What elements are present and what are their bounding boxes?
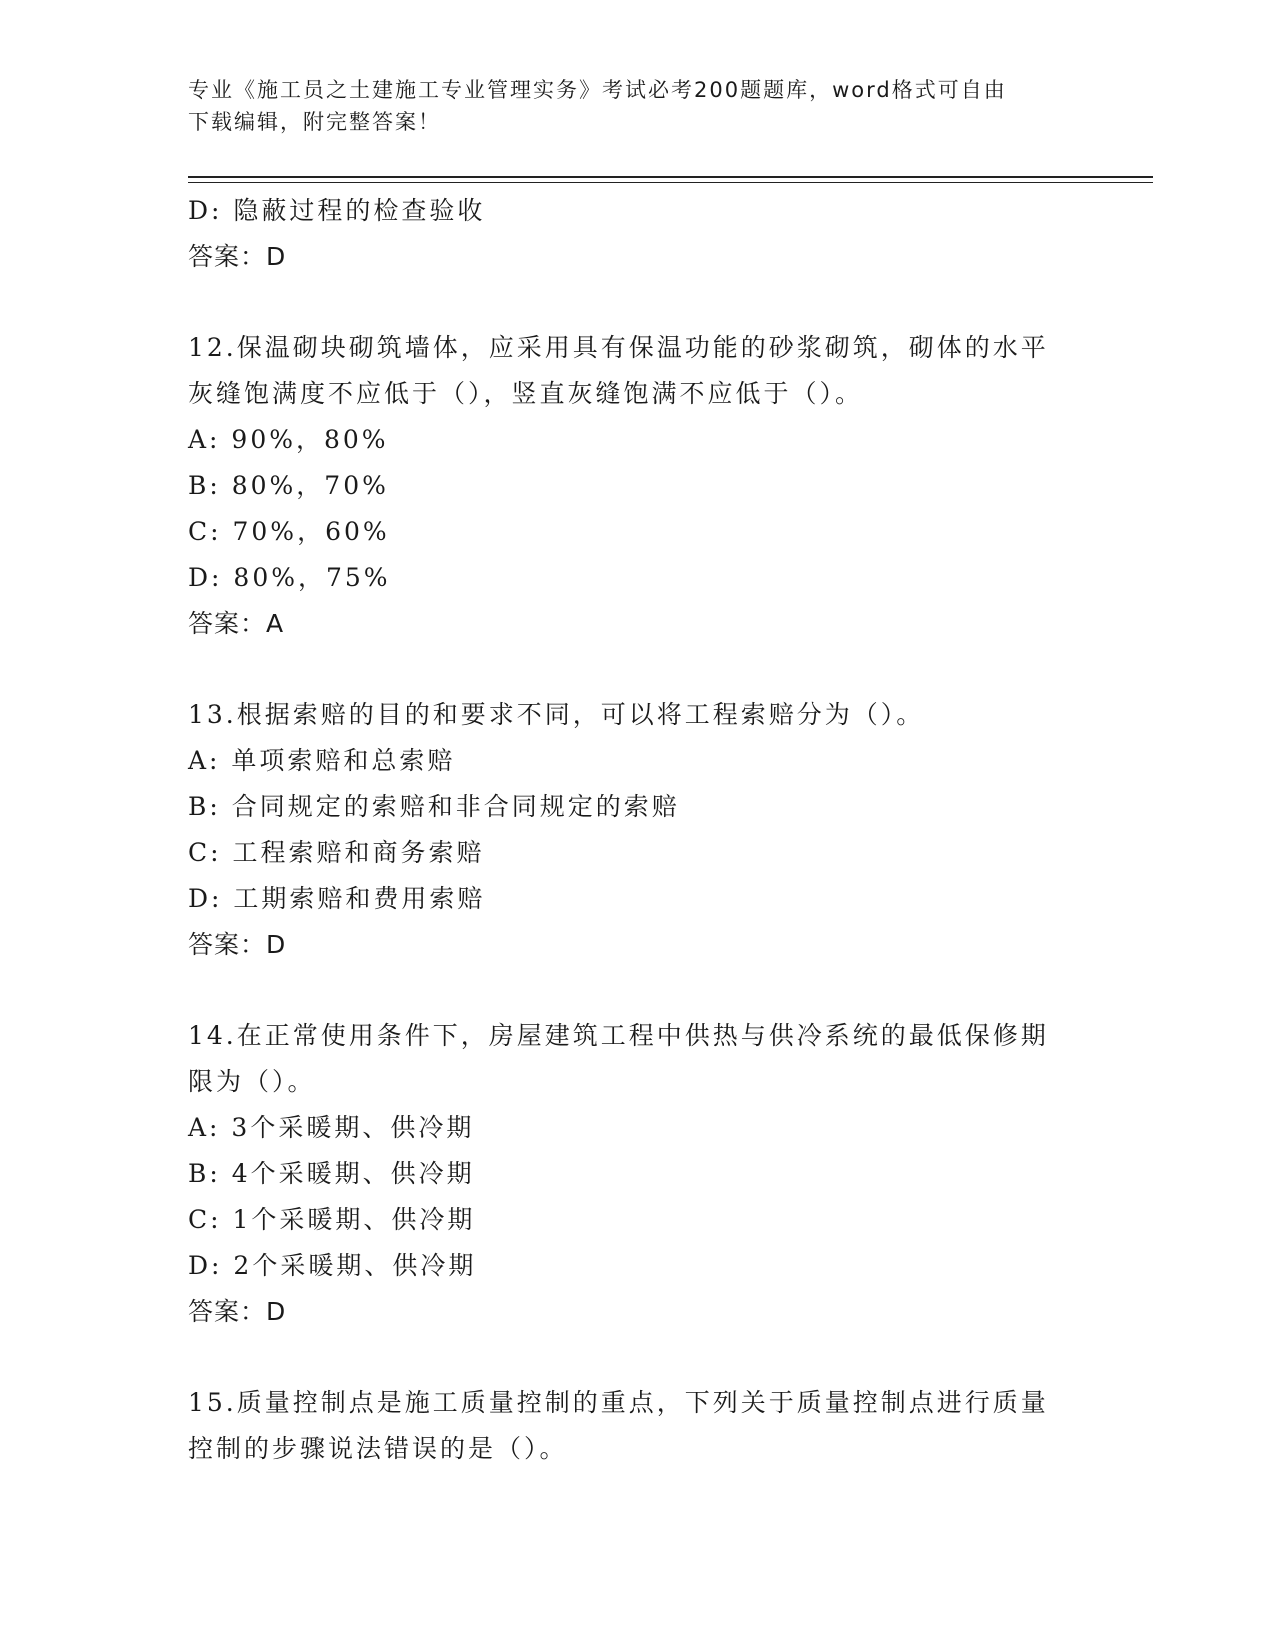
header-rule-thin — [188, 182, 1153, 183]
question-text-line: 13.根据索赔的目的和要求不同，可以将工程索赔分为（）。 — [188, 700, 925, 729]
option-a: A: 90%，80% — [188, 425, 389, 454]
question-text-line: 控制的步骤说法错误的是（）。 — [188, 1434, 568, 1463]
question-text-line: 14.在正常使用条件下，房屋建筑工程中供热与供冷系统的最低保修期 — [188, 1021, 1049, 1050]
option-d: D: 隐蔽过程的检查验收 — [188, 196, 486, 225]
option-b: B: 合同规定的索赔和非合同规定的索赔 — [188, 792, 680, 821]
question-13 — [188, 692, 1088, 968]
question-11-tail — [188, 188, 1088, 280]
question-15 — [188, 1380, 1088, 1472]
answer-line: 答案：D — [188, 1297, 287, 1326]
question-text-line: 灰缝饱满度不应低于（），竖直灰缝饱满不应低于（）。 — [188, 379, 864, 408]
header-rule-thick — [188, 176, 1153, 178]
option-c: C: 70%，60% — [188, 517, 390, 546]
option-c: C: 工程索赔和商务索赔 — [188, 838, 485, 867]
question-14 — [188, 1013, 1088, 1335]
option-a: A: 单项索赔和总索赔 — [188, 746, 456, 775]
header-line-2: 下载编辑，附完整答案！ — [188, 110, 441, 134]
option-d: D: 80%，75% — [188, 563, 391, 592]
answer-line: 答案：A — [188, 609, 285, 638]
question-12 — [188, 325, 1088, 647]
option-d: D: 2个采暖期、供冷期 — [188, 1251, 477, 1280]
header-line-1: 专业《施工员之土建施工专业管理实务》考试必考200题题库，word格式可自由 — [188, 78, 1007, 102]
option-c: C: 1个采暖期、供冷期 — [188, 1205, 476, 1234]
option-d: D: 工期索赔和费用索赔 — [188, 884, 486, 913]
option-b: B: 80%，70% — [188, 471, 389, 500]
option-b: B: 4个采暖期、供冷期 — [188, 1159, 475, 1188]
option-a: A: 3个采暖期、供冷期 — [188, 1113, 475, 1142]
question-text-line: 12.保温砌块砌筑墙体，应采用具有保温功能的砂浆砌筑，砌体的水平 — [188, 333, 1049, 362]
document-body — [188, 188, 1088, 1472]
question-text-line: 限为（）。 — [188, 1067, 316, 1096]
answer-line: 答案：D — [188, 242, 287, 271]
question-text-line: 15.质量控制点是施工质量控制的重点，下列关于质量控制点进行质量 — [188, 1388, 1049, 1417]
answer-line: 答案：D — [188, 930, 287, 959]
document-header — [188, 74, 1088, 138]
